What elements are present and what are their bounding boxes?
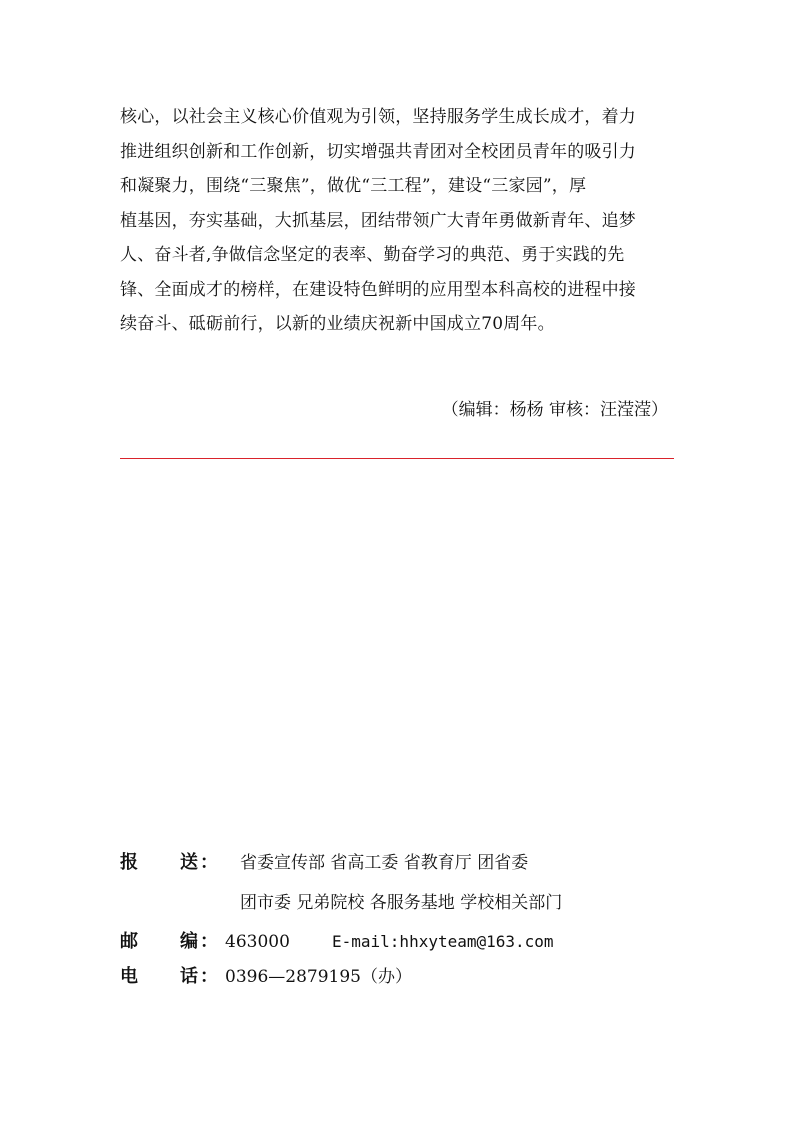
red-divider (120, 458, 674, 459)
editor-credit: （编辑：杨杨 审核：汪滢滢） (441, 400, 668, 420)
send-to-row-2 (120, 881, 680, 925)
article-body (120, 100, 680, 342)
send-to-recipients-1: 省委宣传部 省高工委 省教育厅 团省委 (240, 853, 529, 873)
postcode-label-char-2: 编 (180, 931, 198, 952)
send-to-row (120, 845, 680, 881)
body-line-3: 和凝聚力，围绕“三聚焦”，做优“三工程”，建设“三家园”，厚 (120, 176, 587, 196)
send-label-colon: ： (200, 852, 218, 873)
body-line-2: 推进组织创新和工作创新，切实增强共青团对全校团员青年的吸引力 (120, 141, 636, 162)
postcode-label-colon: ： (200, 931, 218, 952)
phone-label-char-2: 话 (180, 966, 198, 987)
phone-label-char-1: 电 (120, 966, 138, 987)
body-line-5: 人、奋斗者,争做信念坚定的表率、勤奋学习的典范、勇于实践的先 (120, 245, 625, 265)
phone-label-colon: ： (200, 966, 218, 987)
body-line-1: 核心，以社会主义核心价值观为引领，坚持服务学生成长成才，着力 (120, 107, 636, 127)
distribution-footer (120, 845, 680, 995)
postcode-value: 463000 (225, 932, 290, 952)
body-line-7: 续奋斗、砥砺前行，以新的业绩庆祝新中国成立70周年。 (120, 314, 555, 334)
postcode-label-char-1: 邮 (120, 931, 138, 952)
email-address: E-mail:hhxyteam@163.com (332, 932, 554, 951)
body-line-6: 锋、全面成才的榜样，在建设特色鲜明的应用型本科高校的进程中接 (120, 279, 636, 300)
phone-row (120, 959, 680, 995)
send-to-recipients-2: 团市委 兄弟院校 各服务基地 学校相关部门 (240, 893, 563, 913)
phone-value: 0396—2879195（办） (225, 967, 412, 987)
body-line-4: 植基因，夯实基础，大抓基层，团结带领广大青年勇做新青年、追梦 (120, 210, 636, 231)
postcode-row (120, 925, 680, 959)
send-label-char-1: 报 (120, 852, 138, 873)
send-label-char-2: 送 (180, 852, 198, 873)
